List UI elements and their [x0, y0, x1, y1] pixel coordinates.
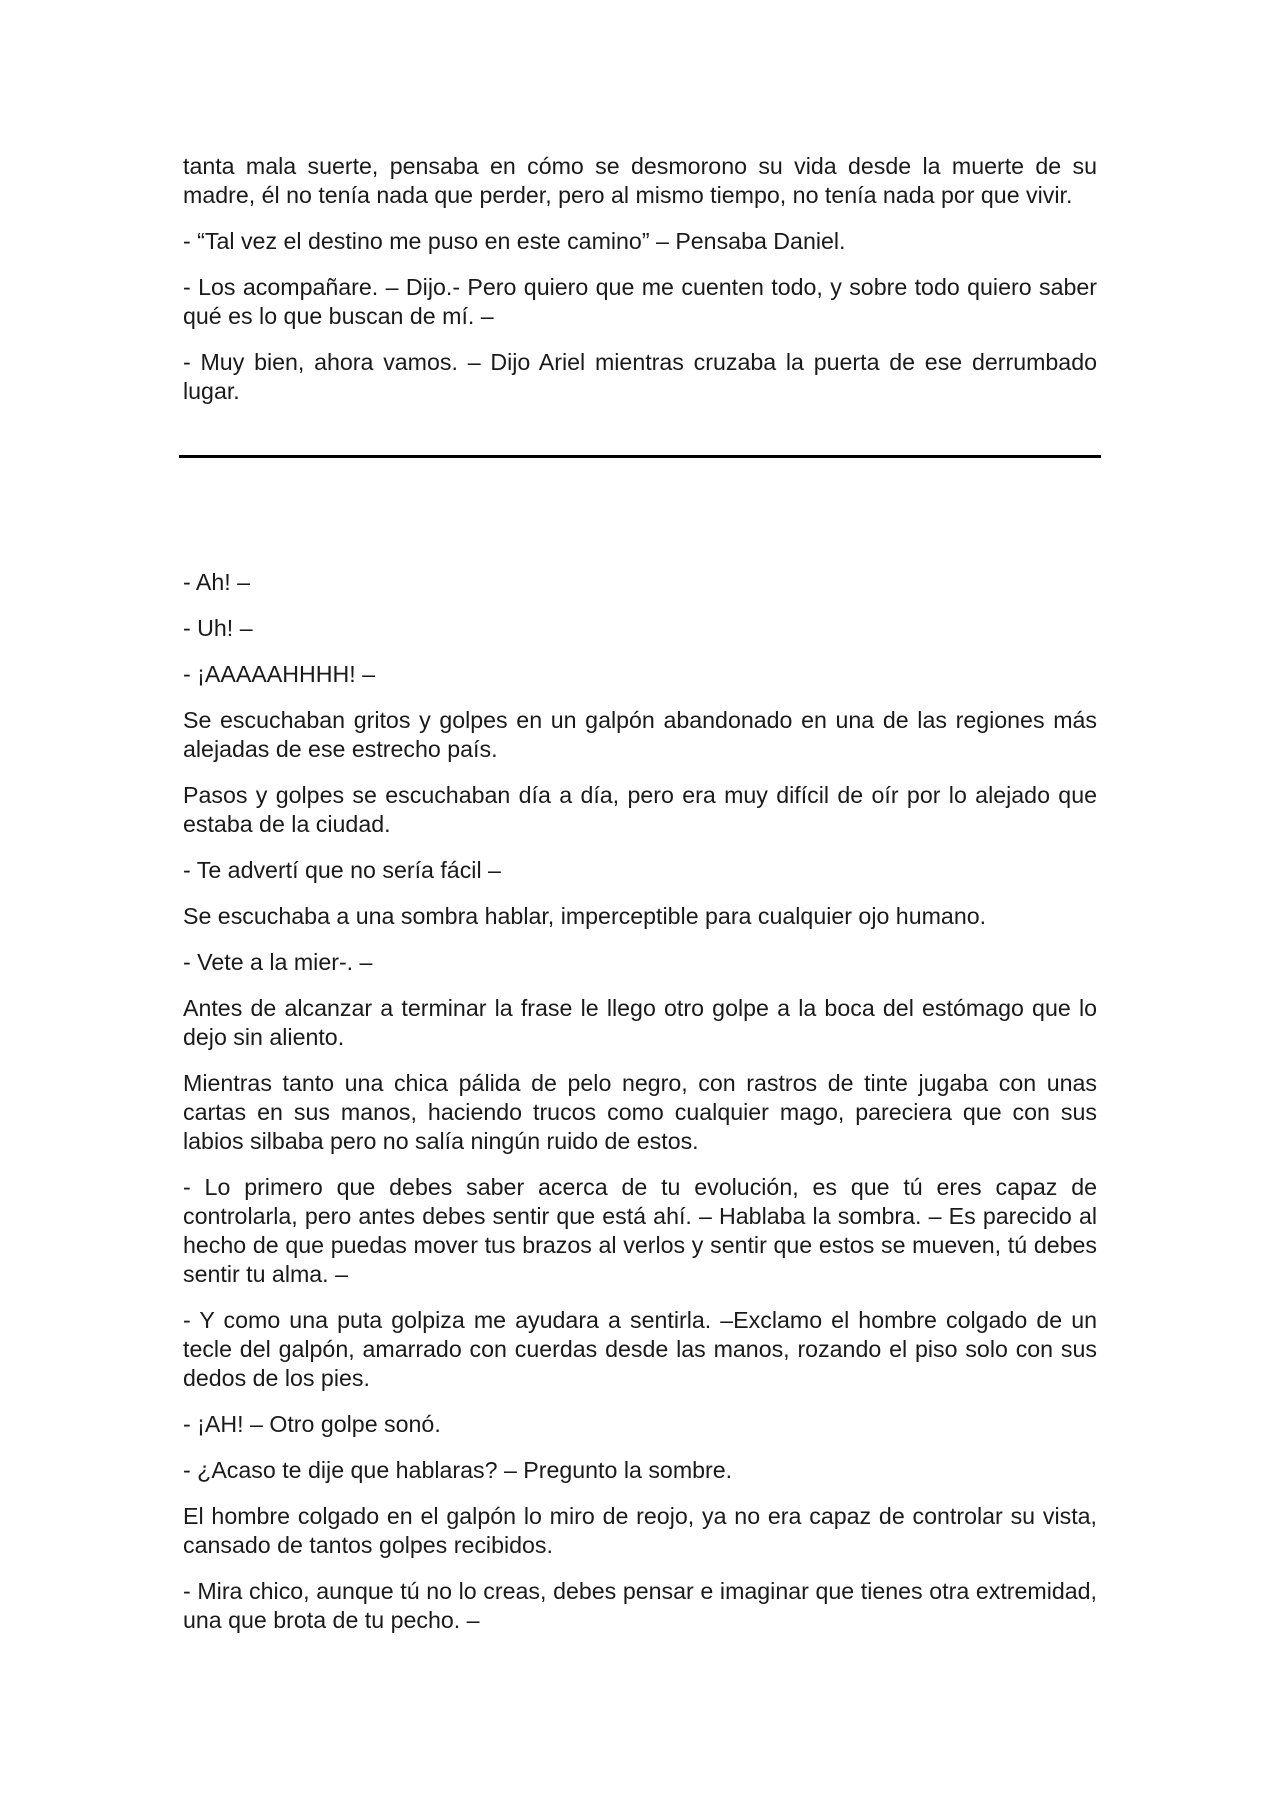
paragraph: - Muy bien, ahora vamos. – Dijo Ariel mientras cruzaba la puerta de ese derrumbado lugar. — [183, 349, 1097, 404]
paragraph: - ¡AH! – Otro golpe sonó. — [183, 1411, 441, 1437]
paragraph: - Lo primero que debes saber acerca de tu evolución, es que tú eres capaz de controlarla, pero antes debes sentir que está ahí. – Hablaba la sombra. – Es parecido al hecho de que puedas mover tus brazos al verlos y sentir que estos se mueven, tú debes sentir tu alma. – — [183, 1174, 1097, 1287]
paragraph: - Y como una puta golpiza me ayudara a sentirla. –Exclamo el hombre colgado de un tecle del galpón, amarrado con cuerdas desde las manos, rozando el piso solo con sus dedos de los pies. — [183, 1307, 1097, 1391]
paragraph: Se escuchaban gritos y golpes en un galpón abandonado en una de las regiones más alejadas de ese estrecho país. — [183, 707, 1097, 762]
paragraph: - ¡AAAAAHHHH! – — [183, 661, 375, 687]
paragraph: Se escuchaba a una sombra hablar, imperceptible para cualquier ojo humano. — [183, 903, 987, 929]
paragraph: - Vete a la mier-. – — [183, 949, 373, 975]
paragraph: - Te advertí que no sería fácil – — [183, 857, 501, 883]
paragraph: - ¿Acaso te dije que hablaras? – Pregunto la sombre. — [183, 1457, 733, 1483]
paragraph: - Los acompañare. – Dijo.- Pero quiero que me cuenten todo, y sobre todo quiero saber qué es lo que buscan de mí. – — [183, 274, 1097, 329]
bottom-text-block — [183, 568, 1097, 1652]
paragraph: Mientras tanto una chica pálida de pelo negro, con rastros de tinte jugaba con unas cartas en sus manos, haciendo trucos como cualquier mago, pareciera que con sus labios silbaba pero no salía ningún ruido de estos. — [183, 1070, 1097, 1154]
paragraph: Pasos y golpes se escuchaban día a día, pero era muy difícil de oír por lo alejado que estaba de la ciudad. — [183, 782, 1097, 837]
paragraph: Antes de alcanzar a terminar la frase le llego otro golpe a la boca del estómago que lo dejo sin aliento. — [183, 995, 1097, 1050]
section-divider — [179, 455, 1101, 458]
paragraph: - Ah! – — [183, 569, 251, 595]
paragraph: - Mira chico, aunque tú no lo creas, debes pensar e imaginar que tienes otra extremidad, una que brota de tu pecho. – — [183, 1578, 1097, 1633]
paragraph: tanta mala suerte, pensaba en cómo se desmorono su vida desde la muerte de su madre, él no tenía nada que perder, pero al mismo tiempo, no tenía nada por que vivir. — [183, 153, 1097, 208]
top-text-block — [183, 152, 1097, 423]
paragraph: - Uh! – — [183, 615, 253, 641]
paragraph: - “Tal vez el destino me puso en este camino” – Pensaba Daniel. — [183, 228, 846, 254]
paragraph: El hombre colgado en el galpón lo miro de reojo, ya no era capaz de controlar su vista, cansado de tantos golpes recibidos. — [183, 1503, 1097, 1558]
